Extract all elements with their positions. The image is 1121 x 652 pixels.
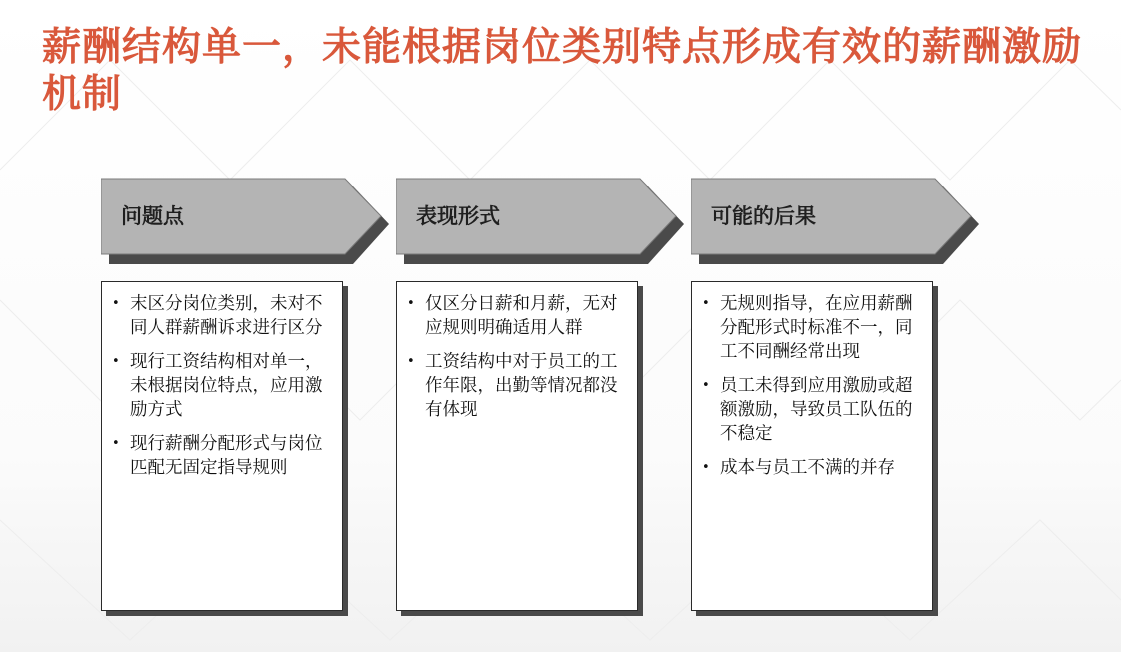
bullet-list: [397, 282, 637, 422]
column-manifestation: [396, 176, 686, 616]
list-item: [702, 456, 924, 480]
column-problem: [101, 176, 391, 616]
bullet-icon: •: [407, 296, 415, 311]
bullet-text: 无规则指导，在应用薪酬分配形式时标准不一，同工不同酬经常出现: [720, 294, 913, 362]
list-item: [702, 292, 924, 364]
slide-title: 薪酬结构单一，未能根据岗位类别特点形成有效的薪酬激励机制: [42, 25, 1083, 117]
chevron-header-manifestation: [396, 176, 686, 266]
bullet-list: [692, 282, 932, 480]
list-item: [112, 292, 334, 340]
bullet-list: [102, 282, 342, 480]
bullet-icon: •: [702, 460, 710, 475]
column-consequence: [691, 176, 981, 616]
list-item: [112, 432, 334, 480]
bullet-icon: •: [112, 354, 120, 369]
column-header-label: 可能的后果: [711, 204, 816, 228]
bullet-text: 现行工资结构相对单一，未根据岗位特点，应用激励方式: [130, 352, 323, 420]
problem-card: [101, 281, 343, 611]
bullet-icon: •: [112, 296, 120, 311]
bullet-icon: •: [407, 354, 415, 369]
list-item: [112, 350, 334, 422]
bullet-text: 成本与员工不满的并存: [720, 458, 895, 478]
column-header-label: 表现形式: [416, 204, 500, 228]
list-item: [407, 350, 629, 422]
list-item: [702, 374, 924, 446]
list-item: [407, 292, 629, 340]
bullet-text: 现行薪酬分配形式与岗位匹配无固定指导规则: [130, 434, 323, 478]
bullet-text: 工资结构中对于员工的工作年限，出勤等情况都没有体现: [425, 352, 618, 420]
bullet-text: 仅区分日薪和月薪，无对应规则明确适用人群: [425, 294, 618, 338]
column-header-label: 问题点: [121, 204, 184, 228]
bullet-text: 员工未得到应用激励或超额激励，导致员工队伍的不稳定: [720, 376, 913, 444]
chevron-header-consequence: [691, 176, 981, 266]
manifestation-card: [396, 281, 638, 611]
bullet-icon: •: [702, 378, 710, 393]
bullet-icon: •: [112, 436, 120, 451]
chevron-header-problem: [101, 176, 391, 266]
bullet-icon: •: [702, 296, 710, 311]
bullet-text: 末区分岗位类别，未对不同人群薪酬诉求进行区分: [130, 294, 323, 338]
consequence-card: [691, 281, 933, 611]
